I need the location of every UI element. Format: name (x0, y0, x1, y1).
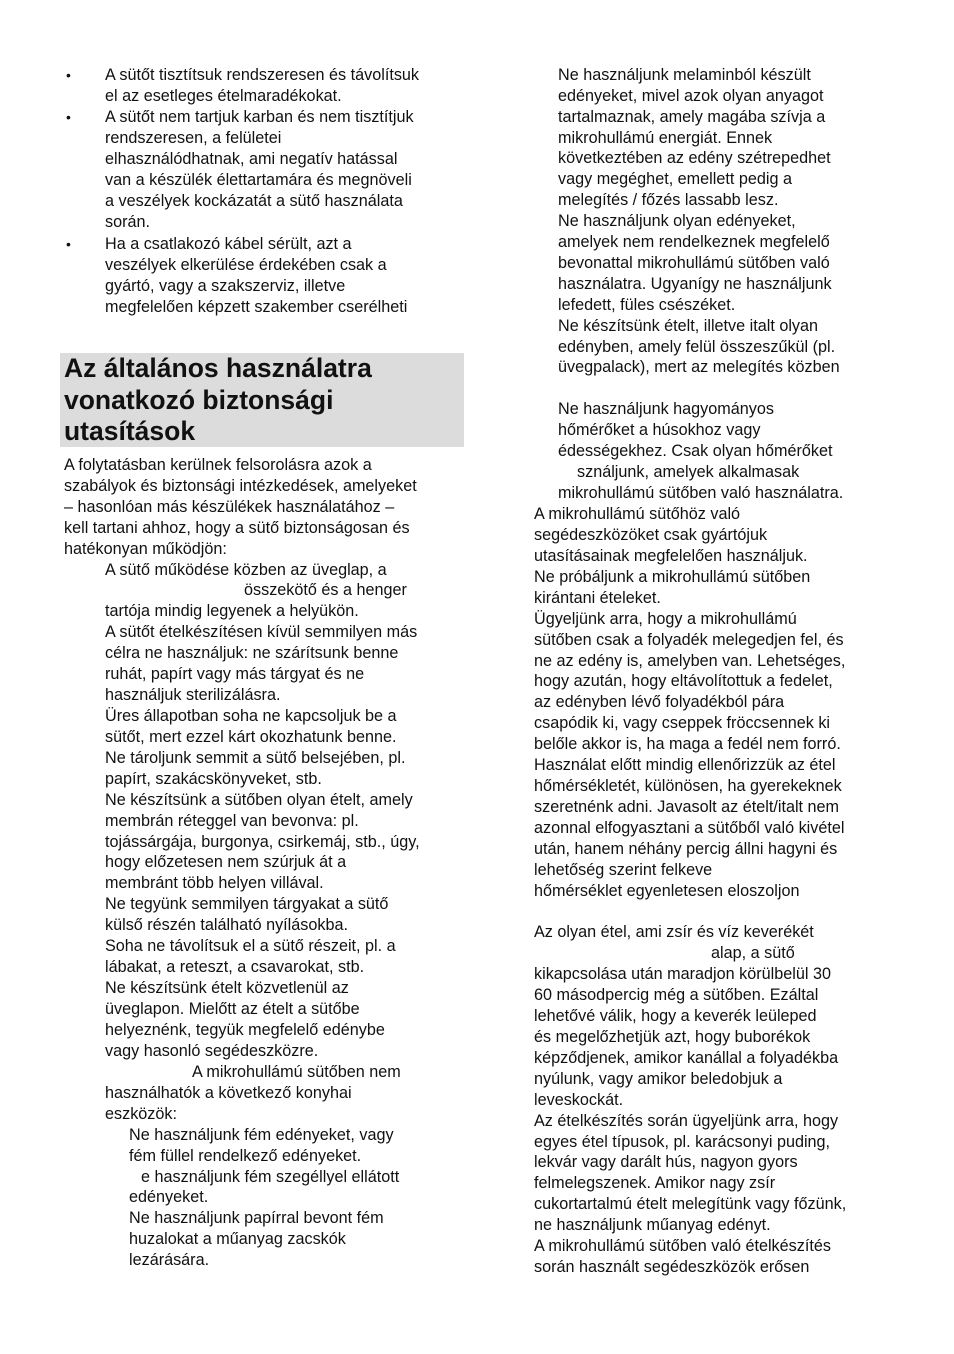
text-line: hogy azután, hogy eltávolítottuk a fedelet, (534, 672, 833, 690)
text-line: nyúlunk, vagy amikor beledobjuk a (534, 1070, 783, 1088)
text-line: sütőt, mert ezzel kárt okozhatunk benne. (105, 728, 397, 746)
text-line: leveskockát. (534, 1091, 624, 1109)
text-line: mikrohullámú sütőben való használatra. (558, 484, 844, 502)
text-line: lezárására. (129, 1251, 210, 1269)
text-line: az edényben lévő folyadékból pára (534, 693, 785, 711)
text-line: Ne használjunk melaminból készült (558, 66, 811, 84)
text-line: egyes étel típusok, pl. karácsonyi puding, (534, 1133, 831, 1151)
text-line: hogy előzetesen nem szúrjuk át a (105, 853, 347, 871)
text-line: hőmérsékletét, különösen, ha gyerekeknek (534, 777, 842, 795)
text-line: – hasonlóan más készülékek használatához – (64, 498, 395, 516)
text-line: hőmérőket a húsokhoz vagy (558, 421, 761, 439)
text-line: szabályok és biztonsági intézkedések, amelyeket (64, 477, 417, 495)
text-line: kikapcsolása után maradjon körülbelül 30 (534, 965, 831, 983)
text-line: A sütő működése közben az üveglap, a (105, 561, 387, 579)
text-line: szeretnénk adni. Javasolt az ételt/italt nem (534, 798, 840, 816)
text-line: Ügyeljünk arra, hogy a mikrohullámú (534, 610, 797, 628)
text-line: vagy hasonló segédeszközre. (105, 1042, 319, 1060)
text-line: és megelőzhetjük azt, hogy buborékok (534, 1028, 811, 1046)
text-line: A sütőt ételkészítésen kívül semmilyen más (105, 623, 418, 641)
text-line: Ne használjunk olyan edényeket, (558, 212, 796, 230)
text-line: sütőben csak a folyadék melegedjen fel, és (534, 631, 844, 649)
text-line: kirántani ételeket. (534, 589, 661, 607)
text-line: Ne használjunk papírral bevont fém (129, 1209, 384, 1227)
text-line: használjuk sterilizálásra. (105, 686, 281, 704)
text-line: üvegpalack), mert az melegítés közben (558, 358, 840, 376)
section-heading: vonatkozó biztonsági (64, 385, 334, 415)
text-line: Használat előtt mindig ellenőrizzük az étel (534, 756, 836, 774)
text-line: membránt több helyen villával. (105, 874, 324, 892)
text-line: Ne tároljunk semmit a sütő belsejében, pl. (105, 749, 406, 767)
text-line: A mikrohullámú sütőhöz való (534, 505, 741, 523)
text-line: huzalokat a műanyag zacskók (129, 1230, 346, 1248)
text-line: A mikrohullámú sütőben nem (192, 1063, 401, 1081)
text-line: eszközök: (105, 1105, 177, 1123)
text-line: kell tartani ahhoz, hogy a sütő biztonságosan és (64, 519, 410, 537)
text-line: edényeket, mivel azok olyan anyagot (558, 87, 824, 105)
text-line: tartója mindig legyenek a helyükön. (105, 602, 359, 620)
section-heading: utasítások (64, 416, 196, 446)
text-line: Ne készítsünk ételt közvetlenül az (105, 979, 349, 997)
text-line: Ne készítsünk ételt, illetve italt olyan (558, 317, 819, 335)
text-line: édességekhez. Csak olyan hőmérőket (558, 442, 833, 460)
text-line: megfelelően képzett szakember cserélheti (105, 298, 408, 316)
text-line: a veszélyek kockázatát a sütő használata (105, 192, 403, 210)
text-line: Ne használjunk hagyományos (558, 400, 774, 418)
text-line: külső részén található nyílásokba. (105, 916, 348, 934)
text-line: lekvár vagy darált hús, nagyon gyors (534, 1153, 798, 1171)
text-line: el az esetleges ételmaradékokat. (105, 87, 342, 105)
text-line: hatékonyan működjön: (64, 540, 227, 558)
text-line: tojássárgája, burgonya, csirkemáj, stb., úgy, (105, 833, 420, 851)
text-line: Soha ne távolítsuk el a sütő részeit, pl. a (105, 937, 396, 955)
text-line: sználjunk, amelyek alkalmasak (577, 463, 800, 481)
text-line: csapódik ki, vagy cseppek fröccsennek ki (534, 714, 831, 732)
text-line: cukortartalmú ételt melegítünk vagy főzünk, (534, 1195, 847, 1213)
text-line: 60 másodpercig még a sütőben. Ezáltal (534, 986, 819, 1004)
text-line: ruhát, papírt vagy más tárgyat és ne (105, 665, 365, 683)
text-line: következtében az edény szétrepedhet (558, 149, 831, 167)
text-line: lehetőség szerint felkeve (534, 861, 713, 879)
text-line: Ne próbáljunk a mikrohullámú sütőben (534, 568, 811, 586)
text-line: azonnal elfogyasztani a sütőből való kivétel (534, 819, 845, 837)
text-line: membrán réteggel van bevonva: pl. (105, 812, 359, 830)
text-line: Ne készítsünk a sütőben olyan ételt, amely (105, 791, 413, 809)
text-line: használhatók a következő konyhai (105, 1084, 352, 1102)
text-line: edényben, amely felül összeszűkül (pl. (558, 338, 836, 356)
text-line: utasításainak megfelelően használjuk. (534, 547, 808, 565)
bullet-marker: • (66, 67, 71, 83)
text-line: összekötő és a henger (244, 581, 407, 599)
text-line: használatra. Ugyanígy ne használjunk (558, 275, 832, 293)
text-line: mikrohullámú energiát. Ennek (558, 129, 773, 147)
text-line: van a készülék élettartamára és megnöveli (105, 171, 412, 189)
text-line: képződjenek, amikor kanállal a folyadékba (534, 1049, 839, 1067)
text-line: edényeket. (129, 1188, 209, 1206)
section-heading: Az általános használatra (64, 353, 372, 383)
text-line: lábakat, a reteszt, a csavarokat, stb. (105, 958, 365, 976)
text-line: Üres állapotban soha ne kapcsoljuk be a (105, 707, 397, 725)
text-line: során használt segédeszközök erősen (534, 1258, 810, 1276)
text-line: ne az edény is, amelyben van. Lehetséges, (534, 652, 846, 670)
text-line: Az ételkészítés során ügyeljünk arra, hogy (534, 1112, 839, 1130)
text-line: Ne használjunk fém edényeket, vagy (129, 1126, 394, 1144)
text-line: fém füllel rendelkező edényeket. (129, 1147, 362, 1165)
bullet-marker: • (66, 109, 71, 125)
text-line: melegítés / főzés lassabb lesz. (558, 191, 779, 209)
text-line: elhasználódhatnak, ami negatív hatással (105, 150, 398, 168)
text-line: helyeznénk, tegyük megfelelő edénybe (105, 1021, 385, 1039)
bullet-marker: • (66, 236, 71, 252)
text-line: során. (105, 213, 150, 231)
text-line: alap, a sütő (711, 944, 795, 962)
text-line: bevonattal mikrohullámú sütőben való (558, 254, 830, 272)
text-line: ne használjunk műanyag edényt. (534, 1216, 771, 1234)
text-line: lehetővé válik, hogy a keverék leüleped (534, 1007, 817, 1025)
text-line: Az olyan étel, ami zsír és víz keverékét (534, 923, 814, 941)
text-line: Ha a csatlakozó kábel sérült, azt a (105, 235, 352, 253)
text-line: rendszeresen, a felületei (105, 129, 282, 147)
text-line: lefedett, füles csészéket. (558, 296, 736, 314)
text-line: tartalmaznak, amely magába szívja a (558, 108, 826, 126)
text-line: Ne tegyünk semmilyen tárgyakat a sütő (105, 895, 389, 913)
text-line: A sütőt nem tartjuk karban és nem tisztítjuk (105, 108, 414, 126)
text-line: A mikrohullámú sütőben való ételkészítés (534, 1237, 831, 1255)
text-line: A sütőt tisztítsuk rendszeresen és távolítsuk (105, 66, 420, 84)
text-line: e használjunk fém szegéllyel ellátott (141, 1168, 400, 1186)
text-line: segédeszközöket csak gyártójuk (534, 526, 768, 544)
text-line: hőmérséklet egyenletesen eloszoljon (534, 882, 800, 900)
text-line: veszélyek elkerülése érdekében csak a (105, 256, 387, 274)
text-line: üveglapon. Mielőtt az ételt a sütőbe (105, 1000, 360, 1018)
text-line: belőle akkor is, ha maga a fedél nem forró. (534, 735, 841, 753)
text-line: célra ne használjuk: ne szárítsunk benne (105, 644, 399, 662)
text-line: felmelegszenek. Amikor nagy zsír (534, 1174, 776, 1192)
text-line: papírt, szakácskönyveket, stb. (105, 770, 322, 788)
text-line: A folytatásban kerülnek felsorolásra azok a (64, 456, 372, 474)
text-line: amelyek nem rendelkeznek megfelelő (558, 233, 830, 251)
text-line: vagy megéghet, emellett pedig a (558, 170, 792, 188)
text-line: után, hanem néhány percig állni hagyni és (534, 840, 838, 858)
text-line: gyártó, vagy a szakszerviz, illetve (105, 277, 346, 295)
